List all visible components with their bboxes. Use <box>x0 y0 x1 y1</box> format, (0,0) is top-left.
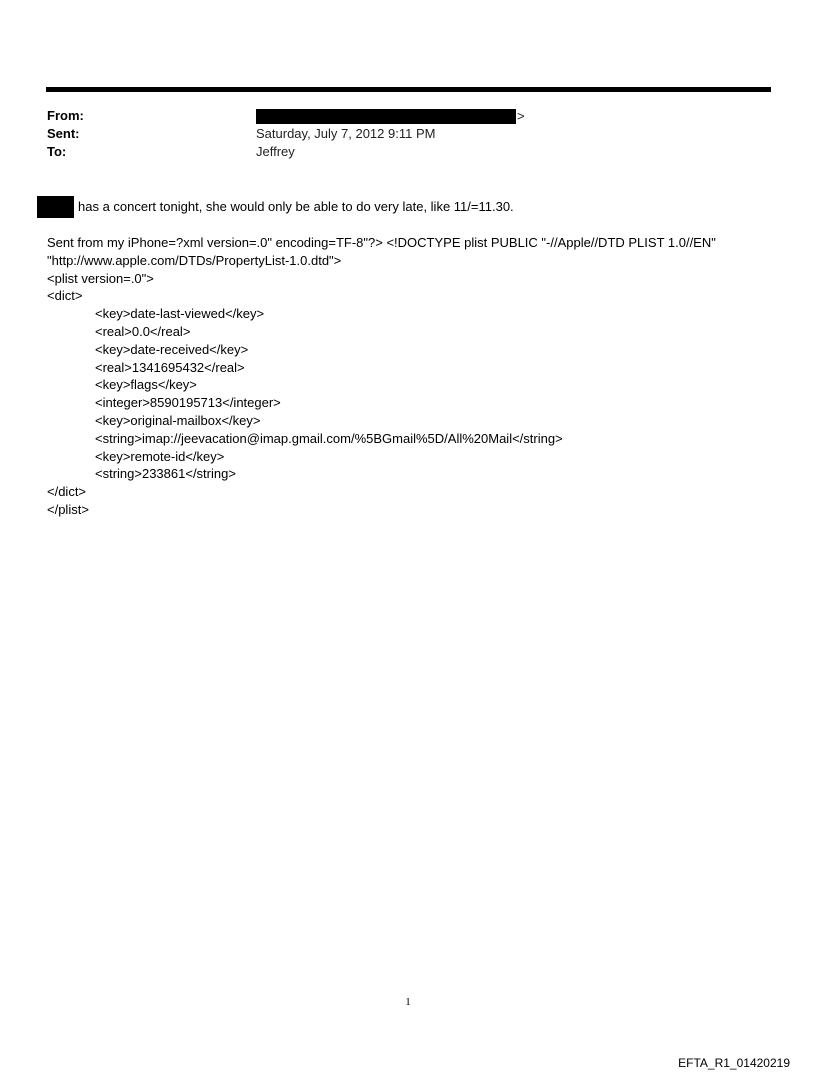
body-line: <key>flags</key> <box>95 377 197 393</box>
body-line: "http://www.apple.com/DTDs/PropertyList-1.0.dtd"> <box>47 252 342 268</box>
body-line: <plist version=.0"> <box>47 270 154 286</box>
sent-label: Sent: <box>47 126 80 141</box>
body-line: </dict> <box>47 484 87 500</box>
from-suffix: > <box>517 108 525 124</box>
body-line: <key>remote-id</key> <box>95 448 225 464</box>
to-label: To: <box>47 144 67 159</box>
redaction-box <box>37 196 74 218</box>
message-line <box>37 196 514 218</box>
body-line: <key>date-received</key> <box>95 341 249 357</box>
to-row <box>47 143 747 161</box>
sent-value: Saturday, July 7, 2012 9:11 PM <box>256 126 436 141</box>
body-line: <real>1341695432</real> <box>95 359 245 375</box>
body-line: <real>0.0</real> <box>95 323 191 339</box>
document-id: EFTA_R1_01420219 <box>678 1056 790 1070</box>
body-line: <string>imap://jeevacation@imap.gmail.com/%5BGmail%5D/All%20Mail</string> <box>95 430 563 446</box>
from-row <box>47 107 747 125</box>
sent-row <box>47 125 747 143</box>
body-line: <key>original-mailbox</key> <box>95 412 261 428</box>
header-rule <box>46 87 771 92</box>
from-label: From: <box>47 108 84 123</box>
message-text: has a concert tonight, she would only be able to do very late, like 11/=11.30. <box>78 199 514 214</box>
body-line: <string>233861</string> <box>95 466 236 482</box>
from-value <box>256 107 525 126</box>
email-body <box>47 234 777 519</box>
body-line: <integer>8590195713</integer> <box>95 395 281 411</box>
body-line: <key>date-last-viewed</key> <box>95 306 265 322</box>
page-number: 1 <box>405 996 411 1008</box>
email-header <box>47 107 747 161</box>
body-line: Sent from my iPhone=?xml version=.0" encoding=TF-8"?> <!DOCTYPE plist PUBLIC "-//Apple//DTD PLIST 1.0//EN" <box>47 235 716 250</box>
redaction-box <box>256 109 516 124</box>
body-line: </plist> <box>47 501 89 517</box>
to-value: Jeffrey <box>256 144 295 159</box>
body-line: <dict> <box>47 288 83 304</box>
